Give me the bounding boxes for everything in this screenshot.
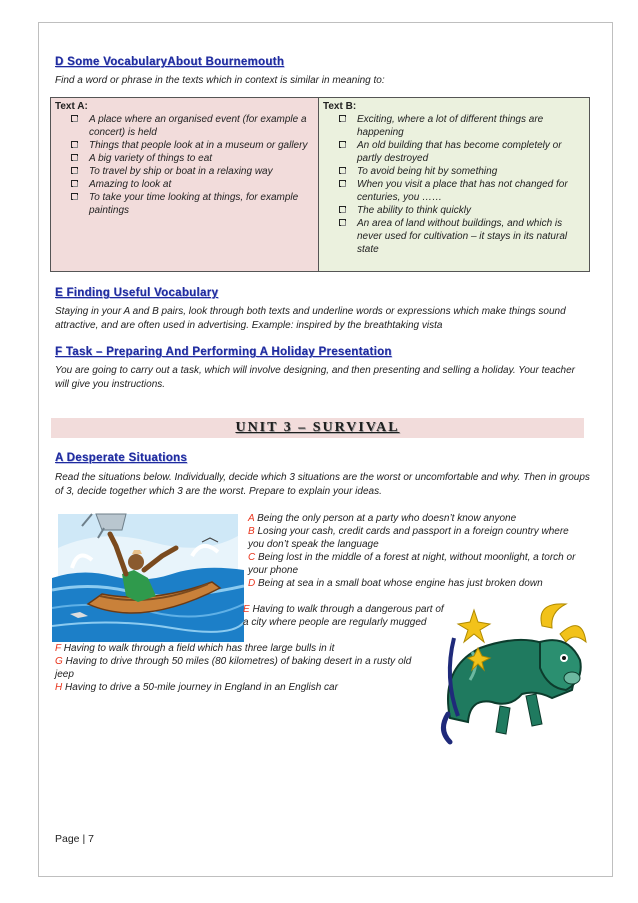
section-d-heading: D Some VocabularyAbout Bournemouth [55,56,285,68]
list-item: An old building that has become completely or partly destroyed [323,139,585,165]
situation-b: B Losing your cash, credit cards and passport in a foreign country where you don’t speak the language [248,526,569,550]
checkbox-bullet-icon [71,180,78,187]
situation-d: D Being at sea in a small boat whose engine has just broken down [248,578,543,589]
section-e-body: Staying in your A and B pairs, look through both texts and underline words or expressions which make things sound attractive, and are often used in advertising. Example: inspired by the breathtaking vista [55,306,566,331]
situation-f: F Having to walk through a field which has three large bulls in it [55,643,335,654]
section-f-heading: F Task – Preparing And Performing A Holiday Presentation [55,346,392,358]
situation-letter: A [248,513,255,524]
situation-h: H Having to drive a 50-mile journey in England in an English car [55,682,338,693]
man-in-boat-illustration [52,508,244,642]
checkbox-bullet-icon [71,193,78,200]
checkbox-bullet-icon [339,141,346,148]
section-a-heading: A Desperate Situations [55,452,188,464]
situation-letter: E [243,604,250,615]
checkbox-bullet-icon [339,167,346,174]
section-f-body: You are going to carry out a task, which will involve designing, and then presenting and selling a holiday. Your teacher will give you instructions. [55,365,575,390]
list-item: The ability to think quickly [323,204,585,217]
list-item: An area of land without buildings, and which is never used for cultivation – it stays in its natural state [323,217,585,256]
list-item: When you visit a place that has not changed for centuries, you …… [323,178,585,204]
checkbox-bullet-icon [71,154,78,161]
page-number: Page | 7 [55,833,94,845]
list-item: Exciting, where a lot of different things are happening [323,113,585,139]
section-e-heading: E Finding Useful Vocabulary [55,287,219,299]
list-item: To travel by ship or boat in a relaxing way [55,165,314,178]
situation-letter: F [55,643,61,654]
situation-letter: H [55,682,63,693]
situation-letter: B [248,526,255,537]
situation-letter: C [248,552,256,563]
list-item: To avoid being hit by something [323,165,585,178]
text-a-list [55,113,314,217]
text-b-title: Text B: [323,101,357,112]
checkbox-bullet-icon [339,206,346,213]
checkbox-bullet-icon [339,115,346,122]
situation-letter: G [55,656,63,667]
section-d-instruction: Find a word or phrase in the texts which in context is similar in meaning to: [55,75,385,86]
text-a-column [51,98,319,271]
bull-illustration [440,598,590,748]
list-item: A place where an organised event (for example a concert) is held [55,113,314,139]
situation-letter: D [248,578,256,589]
section-a-body: Read the situations below. Individually, decide which 3 situations are the worst or uncomfortable and why. Then in groups of 3, decide together which 3 are the worst. Prepare to explain your ideas. [55,472,590,497]
situation-g: G Having to drive through 50 miles (80 kilometres) of baking desert in a rusty old jeep [55,656,412,680]
situation-c: C Being lost in the middle of a forest at night, without moonlight, a torch or your phone [248,552,576,576]
checkbox-bullet-icon [339,219,346,226]
vocabulary-table [50,97,590,272]
list-item: Amazing to look at [55,178,314,191]
text-b-list [323,113,585,256]
list-item: Things that people look at in a museum or gallery [55,139,314,152]
checkbox-bullet-icon [71,141,78,148]
checkbox-bullet-icon [71,115,78,122]
list-item: A big variety of things to eat [55,152,314,165]
text-a-title: Text A: [55,101,88,112]
checkbox-bullet-icon [339,180,346,187]
list-item: To take your time looking at things, for example paintings [55,191,314,217]
situation-a: A Being the only person at a party who doesn’t know anyone [248,513,517,524]
checkbox-bullet-icon [71,167,78,174]
unit-title: UNIT 3 – SURVIVAL [235,420,400,435]
situation-e: E Having to walk through a dangerous part of a city where people are regularly mugged [243,604,444,628]
unit-title-band [51,418,584,438]
text-b-column [319,98,589,271]
